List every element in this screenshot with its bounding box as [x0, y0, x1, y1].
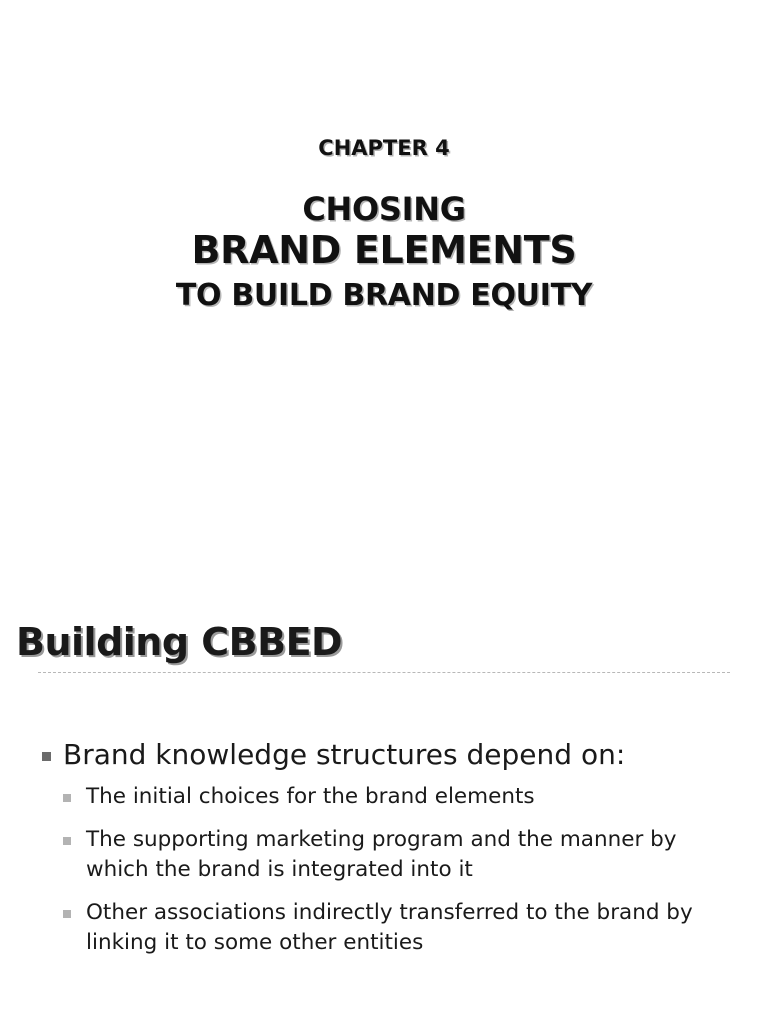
- square-bullet-icon: [42, 752, 51, 761]
- square-bullet-icon: [63, 837, 71, 845]
- sub-bullet-item: [63, 782, 730, 812]
- bullet-item: [40, 738, 730, 772]
- chapter-label: CHAPTER 4: [318, 136, 450, 160]
- heading-divider: [38, 672, 730, 673]
- bullet-list: [40, 738, 730, 971]
- title-line-brand-equity: TO BUILD BRAND EQUITY: [175, 278, 593, 313]
- square-bullet-icon: [63, 794, 71, 802]
- title-line-brand-elements: BRAND ELEMENTS: [191, 228, 577, 272]
- slide-heading: Building CBBED: [16, 620, 343, 664]
- sub-bullet-item: [63, 898, 730, 958]
- content-slide: [0, 576, 768, 1024]
- sub-bullet-list: [63, 782, 730, 958]
- title-line-chosing: CHOSING: [302, 190, 466, 228]
- sub-bullet-text: The supporting marketing program and the manner by which the brand is integrated into it: [86, 827, 677, 882]
- bullet-text: Brand knowledge structures depend on:: [63, 738, 626, 771]
- sub-bullet-text: Other associations indirectly transferred to the brand by linking it to some other entities: [86, 900, 693, 955]
- sub-bullet-text: The initial choices for the brand elements: [86, 784, 535, 809]
- sub-bullet-item: [63, 825, 730, 885]
- square-bullet-icon: [63, 910, 71, 918]
